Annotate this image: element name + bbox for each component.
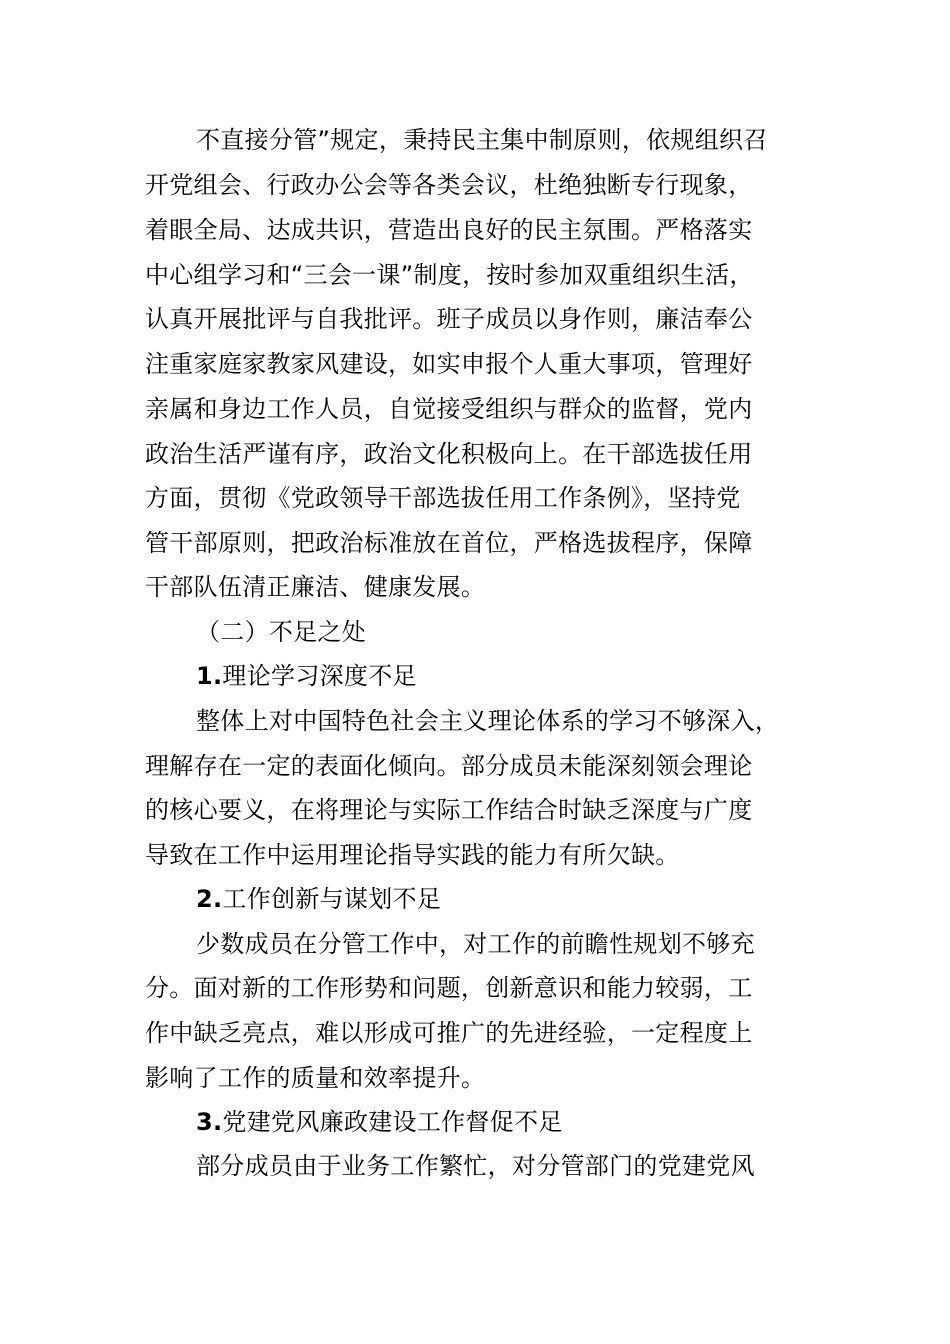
paragraph-line: 亲属和身边工作人员，自觉接受组织与群众的监督，党内 [145, 395, 753, 423]
paragraph-line: 作中缺乏亮点，难以形成可推广的先进经验，一定程度上 [145, 1019, 753, 1047]
item-title: 工作创新与谋划不足 [222, 885, 442, 913]
item-number: 3. [196, 1108, 223, 1136]
paragraph-line: 部分成员由于业务工作繁忙，对分管部门的党建党风 [196, 1152, 755, 1180]
paragraph-line: 导致在工作中运用理论指导实践的能力有所欠缺。 [145, 841, 680, 869]
paragraph-line: 干部队伍清正廉洁、健康发展。 [145, 573, 486, 601]
paragraph-line: 认真开展批评与自我批评。班子成员以身作则，廉洁奉公 [145, 305, 753, 333]
paragraph-line: 影响了工作的质量和效率提升。 [145, 1064, 486, 1092]
paragraph-line: 管干部原则，把政治标准放在首位，严格选拔程序，保障 [145, 529, 753, 557]
paragraph-line: 方面，贯彻《党政领导干部选拔任用工作条例》，坚持党 [145, 484, 741, 512]
item-number: 1. [196, 662, 223, 690]
item-heading [196, 884, 441, 914]
section-heading: （二）不足之处 [196, 618, 367, 646]
paragraph-line: 注重家庭家教家风建设，如实申报个人重大事项，管理好 [145, 350, 753, 378]
paragraph-line: 理解存在一定的表面化倾向。部分成员未能深刻领会理论 [145, 752, 753, 780]
paragraph-line: 整体上对中国特色社会主义理论体系的学习不够深入， [196, 707, 780, 735]
paragraph-line: 少数成员在分管工作中，对工作的前瞻性规划不够充 [196, 930, 755, 958]
paragraph-line: 政治生活严谨有序，政治文化积极向上。在干部选拔任用 [145, 440, 753, 468]
item-heading [196, 661, 417, 691]
item-heading [196, 1107, 563, 1137]
paragraph-line: 着眼全局、达成共识，营造出良好的民主氛围。严格落实 [145, 216, 753, 244]
paragraph-line: 的核心要义，在将理论与实际工作结合时缺乏深度与广度 [145, 796, 753, 824]
paragraph-line: 开党组会、行政办公会等各类会议，杜绝独断专行现象， [145, 171, 753, 199]
item-title: 党建党风廉政建设工作督促不足 [222, 1108, 563, 1136]
item-title: 理论学习深度不足 [222, 662, 417, 690]
item-number: 2. [196, 885, 223, 913]
paragraph-line: 中心组学习和“三会一课”制度，按时参加双重组织生活， [145, 261, 754, 289]
paragraph-line: 不直接分管”规定，秉持民主集中制原则，依规组织召 [196, 126, 768, 154]
paragraph-line: 分。面对新的工作形势和问题，创新意识和能力较弱，工 [145, 974, 753, 1002]
